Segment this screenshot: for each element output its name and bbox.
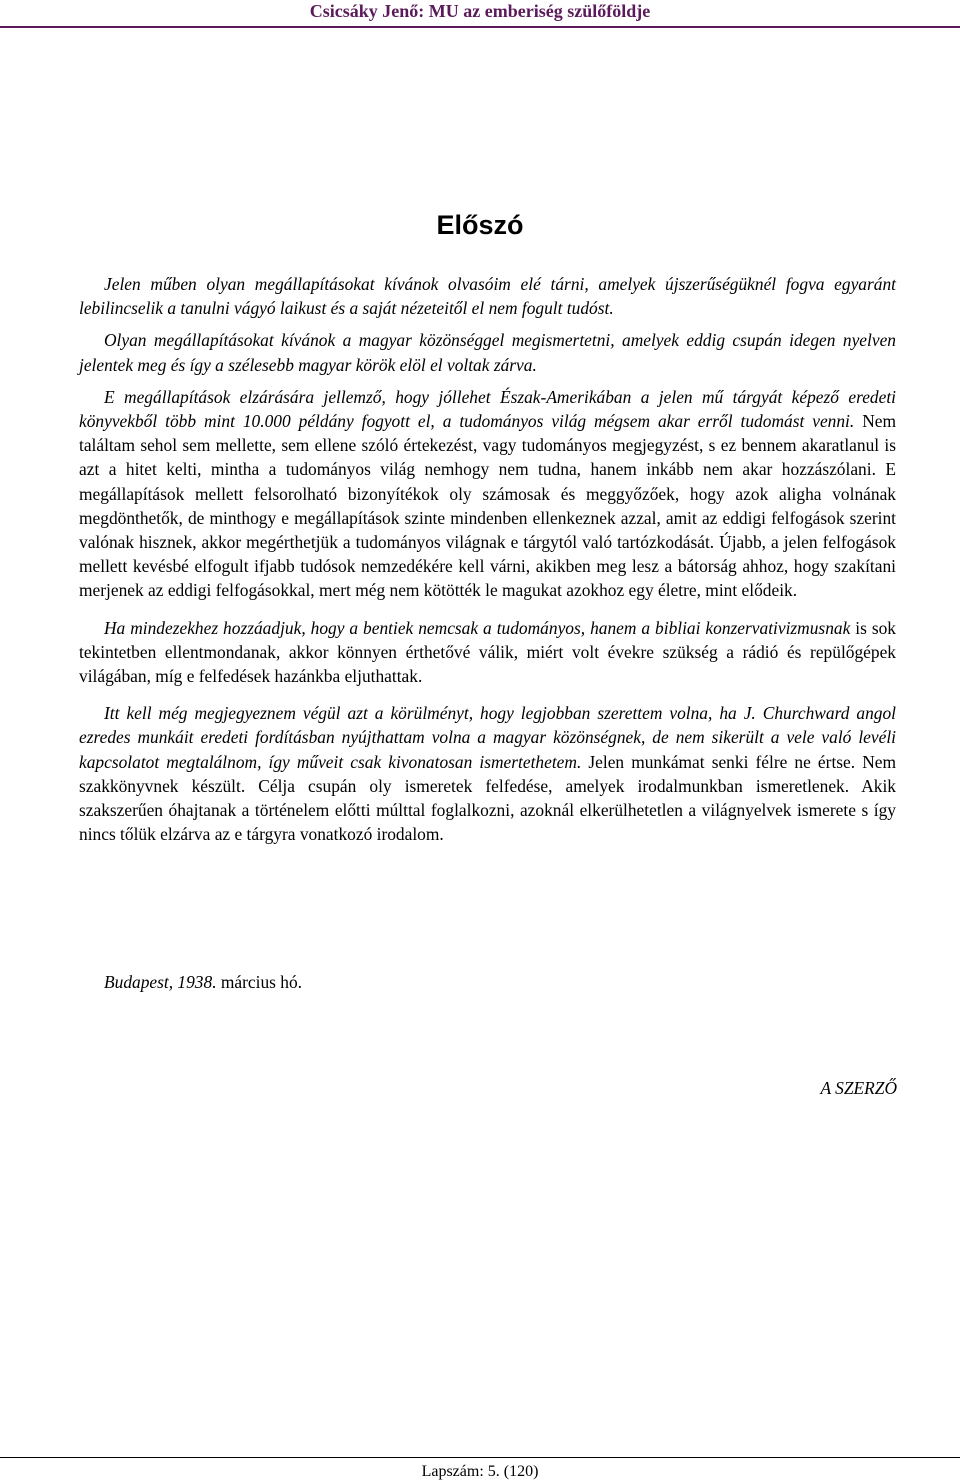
paragraph-1: [79, 272, 896, 320]
running-header: [0, 0, 960, 24]
paragraph-3-normal: Nem találtam sehol sem mellette, sem ellene szóló értekezést, vagy tudományos megjegyzést, s ez bennem akaratlanul is azt a hitet kelti, mintha a tudományos világ nemhogy nem tudna, hanem inkább nem akar hozzászólani. E megállapítások mellett felsorolható bizonyítékok oly számosak és meggyőzőek, hogy azok aligha volnának megdönthetők, de minthogy e megállapítások szinte mindenben ellenkeznek azzal, amit az eddigi felfogások szerint valónak hisznek, akkor megérthetjük a tudományos világnak e tárgytól való tartózkodását. Újabb, a jelen felfogások mellett kevésbé elfogult ifjabb tudósok nemzedékére kell várni, akikben meg lesz a bátorság ahhoz, hogy szakítani merjenek az eddigi felfogásokkal, mert még nem kötötték le magukat azokhoz egy életre, mint elődeik.: [79, 411, 896, 601]
page-title: Előszó: [436, 210, 524, 240]
running-header-title: Csicsáky Jenő: MU az emberiség szülőföldje: [309, 1, 651, 21]
body-text: [79, 272, 896, 854]
paragraph-2-italic: Olyan megállapításokat kívánok a magyar közönséggel megismertetni, amelyek eddig csupán idegen nyelven jelentek meg és így a szélesebb magyar körök elöl el voltak zárva.: [79, 330, 896, 375]
paragraph-2: [79, 328, 896, 376]
paragraph-5-normal: Jelen munkámat senki félre ne értse. Nem szakkönyvnek készült. Célja csupán oly ismeretek felfedése, amelyek irodalmunkban ismeretlenek. Akik szakszerűen óhajtanak a történelem előtti múlttal foglalkozni, azoknál elkerülhetetlen a világnyelvek ismerete s így nincs tőlük elzárva az e tárgyra vonatkozó irodalom.: [79, 751, 897, 845]
paragraph-4-italic: Ha mindezekhez hozzáadjuk, hogy a bentiek nemcsak a tudományos, hanem a bibliai konzervativizmusnak: [104, 617, 851, 638]
date-line-italic: Budapest, 1938.: [104, 972, 217, 992]
paragraph-3-italic: E megállapítások elzárására jellemző, hogy jóllehet Észak-Amerikában a jelen mű tárgyát képező eredeti könyvekből több mint 10.000 példány fogyott el, a tudományos világ mégsem akar erről tudomást venni.: [79, 386, 896, 432]
page-number: Lapszám: 5. (120): [421, 1463, 539, 1480]
page-footer: [0, 1462, 960, 1482]
paragraph-4: [79, 616, 896, 689]
author-signature: A SZERZŐ: [820, 1078, 897, 1098]
paragraph-5-italic: Itt kell még megjegyeznem végül azt a körülményt, hogy legjobban szerettem volna, ha J. Churchward angol ezredes munkáit eredeti fordításban nyújthattam volna a magyar közönségnek, de nem sikerült a vele való levéli kapcsolatot megtalálnom, így műveit csak kivonatosan ismertethetem.: [79, 703, 896, 772]
paragraph-4-normal: is sok tekintetben ellentmondanak, akkor könnyen érthetővé válik, miért volt évekre szükség a rádió és repülőgépek világában, míg e felfedések hazánkba eljuthattak.: [79, 617, 896, 687]
date-line: [104, 970, 302, 994]
paragraph-3: [79, 385, 896, 603]
header-divider: [0, 26, 960, 28]
date-line-normal: március hó.: [216, 972, 303, 992]
paragraph-1-italic: Jelen műben olyan megállapításokat kívánok olvasóim elé tárni, amelyek újszerűségüknél fogva egyaránt lebilincselik a tanulni vágyó laikust és a saját nézeteitől el nem fogult tudóst.: [79, 274, 896, 319]
paragraph-5: [79, 701, 896, 846]
footer-divider: [0, 1457, 960, 1458]
